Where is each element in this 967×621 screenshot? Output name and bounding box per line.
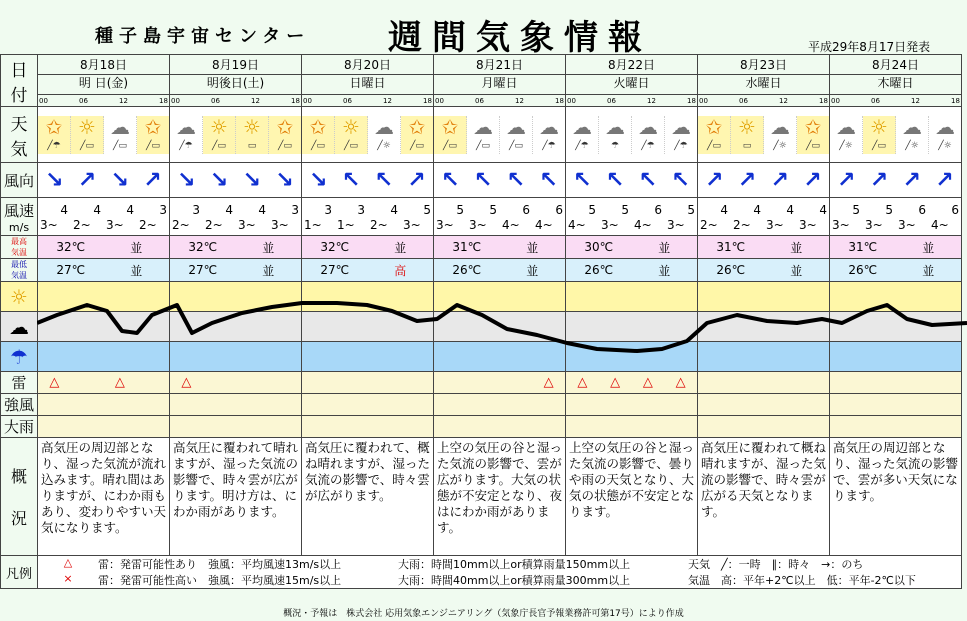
hour-ticks (434, 95, 566, 107)
wind-direction-cell (170, 163, 302, 198)
summary-text: 高気圧に覆われて晴れますが、湿った気流の影響で、時々雲が広がります。明け方は、にわか雨があります。 (170, 438, 302, 556)
temp-low-value: 26℃ (584, 263, 614, 277)
star-icon: ✩ ╱▭ (434, 116, 467, 154)
wind-arrow-icon: ↖ (671, 167, 690, 193)
temp-high-rank: 並 (790, 240, 803, 255)
wind-arrow-icon: ↗ (770, 167, 790, 193)
sun-icon: ☼ ╱▭ (203, 116, 236, 154)
temp-low-value: 27℃ (188, 263, 218, 277)
wind-arrow-icon: ↖ (374, 167, 394, 193)
day-date: 8月23日 (740, 58, 787, 72)
temp-high-rank: 並 (922, 240, 935, 255)
temp-high-value: 32℃ (188, 240, 218, 254)
temp-high-rank: 並 (658, 240, 671, 255)
hour-tick: 06 (211, 96, 220, 105)
day-header (566, 55, 698, 95)
wind-direction-cell (302, 163, 434, 198)
thunder-alert-icon: △ (543, 375, 554, 390)
cloud-icon: ☁ ╱☼ (935, 114, 955, 151)
sun-row-label: ☼ (1, 282, 38, 312)
hour-tick: 18 (291, 96, 300, 105)
wind-speed-cell: 1~ 3 1~ 3 2~ 4 3~ 5 (302, 198, 434, 236)
hour-tick: 12 (779, 96, 788, 105)
temp-low-rank: 並 (526, 263, 539, 278)
temp-low-rank: 並 (790, 263, 803, 278)
alert-cell (170, 394, 302, 416)
wind-arrow-icon: ↘ (242, 167, 262, 193)
hour-tick: 00 (39, 96, 48, 105)
cloud-icon: ☁ ╱☼ (368, 116, 401, 154)
star-icon: ✩ ╱▭ (269, 116, 301, 154)
footer-credit: 概況・予報は 株式会社 応用気象エンジニアリング（気象庁長官予報業務許可第17号）により作成 (283, 609, 684, 619)
hour-tick: 12 (383, 96, 392, 105)
temp-low-value: 26℃ (716, 263, 746, 277)
day-header (698, 55, 830, 95)
wind-speed-cell: 4~ 5 3~ 5 4~ 6 3~ 5 (566, 198, 698, 236)
wind-arrow-icon: ↗ (705, 167, 724, 193)
day-weekday: 日曜日 (302, 74, 433, 92)
cloud-icon: ☁ ╱☼ (830, 116, 863, 154)
wind-arrow-icon: ↗ (869, 167, 889, 193)
weather-cell (830, 107, 962, 163)
hour-ticks (170, 95, 302, 107)
temp-low-rank: 高 (394, 263, 407, 278)
day-weekday: 木曜日 (830, 74, 961, 92)
sun-icon: ☼ ╱▭ (335, 116, 368, 154)
temp-low-rank: 並 (922, 263, 935, 278)
day-date: 8月24日 (872, 58, 919, 72)
summary-text: 高気圧の周辺部となり、湿った気流の影響で、雲が多い天気になります。 (830, 438, 962, 556)
star-icon: ✩ ╱▭ (137, 116, 169, 154)
day-date: 8月18日 (80, 58, 127, 72)
hour-tick: 12 (647, 96, 656, 105)
wind-arrow-icon: ↘ (275, 167, 294, 193)
wind-arrow-icon: ↖ (638, 167, 658, 193)
heavy-rain-label: 大雨 (1, 416, 38, 438)
day-date: 8月19日 (212, 58, 259, 72)
cloud-icon: ☁ ☂ (599, 116, 632, 154)
hour-tick: 06 (871, 96, 880, 105)
temp-high-cell (698, 236, 830, 259)
rain-row-label: ☂ (1, 342, 38, 372)
summary-text: 高気圧に覆われて、概ね晴れますが、湿った気流の影響で、時々雲が広がります。 (302, 438, 434, 556)
alert-cell (698, 416, 830, 438)
temp-low-cell (38, 259, 170, 282)
temp-high-cell (170, 236, 302, 259)
page-title: 週間気象情報 (388, 18, 652, 58)
hour-tick: 12 (515, 96, 524, 105)
strong-wind-label: 強風 (1, 394, 38, 416)
sun-icon: ☼ ╱▭ (71, 116, 104, 154)
hour-tick: 00 (699, 96, 708, 105)
wind-speed-cell: 3~ 5 3~ 5 4~ 6 4~ 6 (434, 198, 566, 236)
wind-arrow-icon: ↘ (45, 167, 64, 193)
hour-tick: 06 (475, 96, 484, 105)
temp-low-rank: 並 (658, 263, 671, 278)
day-header (38, 55, 170, 95)
alert-cell (830, 394, 962, 416)
alert-cell (38, 394, 170, 416)
temp-low-rank: 並 (130, 263, 143, 278)
wind-arrow-icon: ↗ (837, 167, 856, 193)
hour-tick: 18 (687, 96, 696, 105)
wind-arrow-icon: ↖ (539, 167, 558, 193)
thunder-alert-icon: △ (610, 375, 621, 390)
wind-direction-cell (38, 163, 170, 198)
wind-arrow-icon: ↗ (902, 167, 922, 193)
hour-tick: 18 (159, 96, 168, 105)
temp-high-rank: 並 (394, 240, 407, 255)
temp-low-value: 27℃ (56, 263, 86, 277)
cloud-icon: ☁ ╱▭ (104, 116, 137, 154)
legend-rain-low: 大雨：時間40mm以上or積算雨量300mm以上 (398, 574, 631, 587)
wind-speed-title: 風速 (3, 201, 34, 220)
temp-high-cell (38, 236, 170, 259)
thunder-alert-icon: △ (675, 375, 686, 390)
hour-ticks (830, 95, 962, 107)
summary-text: 高気圧の周辺部となり、湿った気流が流れ込みます。晴れ間はありますが、にわか雨もあり、変わりやすい天気になります。 (38, 438, 170, 556)
day-header (170, 55, 302, 95)
weather-cell (566, 107, 698, 163)
legend-wind-high: 強風：平均風速13m/s以上 (208, 558, 342, 571)
org-name: 種子島宇宙センター (95, 26, 311, 47)
wind-arrow-icon: ↘ (309, 167, 328, 193)
wind-speed-label (1, 198, 38, 236)
thunder-alert-icon: △ (114, 375, 125, 390)
wind-arrow-icon: ↗ (737, 167, 757, 193)
wind-arrow-icon: ↖ (573, 167, 592, 193)
summary-text: 上空の気圧の谷と湿った気流の影響で、雲が広がります。大気の状態が不安定となり、夜はにわか雨があります。 (434, 438, 566, 556)
weather-cell (698, 107, 830, 163)
day-weekday: 明 日(金) (38, 74, 169, 92)
wind-arrow-icon: ↘ (110, 167, 130, 193)
sun-icon: ☼ ▭ (236, 116, 269, 154)
wind-arrow-icon: ↖ (341, 167, 361, 193)
wind-direction-cell (566, 163, 698, 198)
alert-cell (170, 416, 302, 438)
star-icon: ✩ ╱▭ (797, 116, 829, 154)
cloud-icon: ☁ ╱▭ (467, 116, 500, 154)
weather-cell (170, 107, 302, 163)
day-weekday: 明後日(土) (170, 74, 301, 92)
day-date: 8月21日 (476, 58, 523, 72)
temp-low-value: 26℃ (848, 263, 878, 277)
cloud-icon: ☁ ╱☼ (896, 116, 929, 154)
hour-tick: 06 (79, 96, 88, 105)
temp-high-value: 32℃ (320, 240, 350, 254)
thunder-alert-icon: △ (577, 375, 588, 390)
hour-tick: 00 (831, 96, 840, 105)
temp-low-cell (830, 259, 962, 282)
hour-ticks (698, 95, 830, 107)
wind-direction-cell (434, 163, 566, 198)
temp-low-value: 27℃ (320, 263, 350, 277)
wind-arrow-icon: ↖ (605, 167, 625, 193)
cloud-row-label: ☁ (1, 312, 38, 342)
temp-high-cell (566, 236, 698, 259)
temp-high-cell (830, 236, 962, 259)
temp-low-cell (434, 259, 566, 282)
temp-high-label: 最高 気温 (1, 236, 38, 259)
thunder-alert-icon: △ (181, 375, 192, 390)
temp-high-rank: 並 (526, 240, 539, 255)
alert-cell (566, 394, 698, 416)
hour-tick: 18 (423, 96, 432, 105)
hour-tick: 12 (251, 96, 260, 105)
temp-high-cell (302, 236, 434, 259)
temp-high-value: 31℃ (716, 240, 746, 254)
legend-label: 凡例 (1, 556, 38, 589)
sun-icon: ☼ ▭ (731, 116, 764, 154)
date-label: 日 付 (1, 55, 38, 107)
legend-symbol-low: × (63, 572, 73, 585)
issued-date: 平成29年8月17日発表 (808, 40, 931, 54)
cloud-icon: ☁ ╱☂ (632, 116, 665, 154)
summary-label: 概 況 (1, 438, 38, 556)
hour-ticks (38, 95, 170, 107)
alert-cell (38, 416, 170, 438)
star-icon: ✩ ╱▭ (698, 116, 731, 154)
legend-thunder-low: 雷：発雷可能性高い (98, 574, 197, 587)
cloud-icon: ☁ ╱☂ (170, 116, 203, 154)
cloud-icon: ☁ ╱☼ (764, 116, 797, 154)
sky-trend-chart (37, 293, 967, 383)
hour-tick: 06 (739, 96, 748, 105)
legend-thunder-high: 雷：発雷可能性あり (98, 558, 197, 571)
wind-speed-cell: 2~ 3 2~ 4 3~ 4 3~ 3 (170, 198, 302, 236)
temp-low-cell (698, 259, 830, 282)
alert-cell (434, 416, 566, 438)
wind-speed-cell: 3~ 5 3~ 5 3~ 6 4~ 6 (830, 198, 962, 236)
temp-high-value: 31℃ (452, 240, 482, 254)
alert-cell (302, 394, 434, 416)
weather-label: 天 気 (1, 107, 38, 163)
day-date: 8月20日 (344, 58, 391, 72)
day-weekday: 水曜日 (698, 74, 829, 92)
temp-high-value: 30℃ (584, 240, 614, 254)
temp-high-rank: 並 (130, 240, 143, 255)
alert-cell (434, 394, 566, 416)
wind-direction-cell (830, 163, 962, 198)
cloud-icon: ☁ ╱☂ (539, 114, 559, 151)
wind-arrow-icon: ↗ (935, 167, 954, 193)
summary-text: 上空の気圧の谷と湿った気流の影響で、曇りや雨の天気となり、大気の状態が不安定となります。 (566, 438, 698, 556)
thunder-alert-icon: △ (49, 375, 60, 390)
temp-low-cell (566, 259, 698, 282)
thunder-alert-icon: △ (642, 375, 653, 390)
wind-speed-unit: m/s (8, 220, 30, 234)
legend-weather-key: 天気 ╱：一時 ∥：時々 →：のち (688, 558, 864, 571)
thunder-label: 雷 (1, 372, 38, 394)
cloud-icon: ☁ ╱☂ (566, 116, 599, 154)
star-icon: ✩ ╱▭ (401, 116, 433, 154)
hour-tick: 00 (435, 96, 444, 105)
sky-trend-line (37, 303, 967, 351)
temp-low-cell (170, 259, 302, 282)
day-weekday: 火曜日 (566, 74, 697, 92)
alert-cell (830, 416, 962, 438)
wind-direction-cell (698, 163, 830, 198)
day-header (434, 55, 566, 95)
cloud-icon: ☁ ╱▭ (500, 116, 533, 154)
alert-cell (302, 416, 434, 438)
summary-text: 高気圧に覆われて概ね晴れますが、湿った気流の影響で、時々雲が広がる天気となります。 (698, 438, 830, 556)
wind-arrow-icon: ↘ (209, 167, 229, 193)
hour-tick: 18 (819, 96, 828, 105)
hour-tick: 18 (951, 96, 960, 105)
legend-wind-low: 強風：平均風速15m/s以上 (208, 574, 342, 587)
temp-low-rank: 並 (262, 263, 275, 278)
wind-direction-label: 風向 (1, 163, 38, 198)
wind-arrow-icon: ↖ (441, 167, 460, 193)
star-icon: ✩ ╱▭ (302, 116, 335, 154)
temp-low-label: 最低 気温 (1, 259, 38, 282)
legend-rain-high: 大雨：時間10mm以上or積算雨量150mm以上 (398, 558, 631, 571)
temp-high-value: 31℃ (848, 240, 878, 254)
weather-cell (38, 107, 170, 163)
legend-panel (38, 556, 962, 589)
temp-low-cell (302, 259, 434, 282)
hour-tick: 06 (343, 96, 352, 105)
day-weekday: 月曜日 (434, 74, 565, 92)
sun-icon: ☼ ╱▭ (863, 116, 896, 154)
cloud-icon: ☁ ╱☂ (671, 114, 691, 151)
hour-tick: 12 (119, 96, 128, 105)
day-header (302, 55, 434, 95)
wind-speed-cell: 3~ 4 2~ 4 3~ 4 2~ 3 (38, 198, 170, 236)
day-header (830, 55, 962, 95)
hour-tick: 00 (567, 96, 576, 105)
star-icon: ✩ ╱☂ (38, 116, 71, 154)
wind-speed-cell: 2~ 4 2~ 4 3~ 4 3~ 4 (698, 198, 830, 236)
wind-arrow-icon: ↗ (803, 167, 822, 193)
alert-cell (698, 394, 830, 416)
legend-symbol-high: △ (63, 556, 73, 569)
hour-ticks (566, 95, 698, 107)
hour-tick: 00 (171, 96, 180, 105)
wind-arrow-icon: ↖ (473, 167, 493, 193)
legend-temp-key: 気温 高：平年+2℃以上 低：平年-2℃以下 (688, 574, 916, 587)
hour-tick: 12 (911, 96, 920, 105)
wind-arrow-icon: ↗ (407, 167, 426, 193)
temp-low-value: 26℃ (452, 263, 482, 277)
wind-arrow-icon: ↗ (143, 167, 162, 193)
hour-tick: 18 (555, 96, 564, 105)
weather-cell (434, 107, 566, 163)
day-date: 8月22日 (608, 58, 655, 72)
wind-arrow-icon: ↖ (506, 167, 526, 193)
weather-cell (302, 107, 434, 163)
hour-ticks (302, 95, 434, 107)
temp-high-value: 32℃ (56, 240, 86, 254)
alert-cell (566, 416, 698, 438)
temp-high-rank: 並 (262, 240, 275, 255)
wind-arrow-icon: ↘ (177, 167, 196, 193)
temp-high-cell (434, 236, 566, 259)
wind-arrow-icon: ↗ (77, 167, 97, 193)
hour-tick: 00 (303, 96, 312, 105)
hour-tick: 06 (607, 96, 616, 105)
